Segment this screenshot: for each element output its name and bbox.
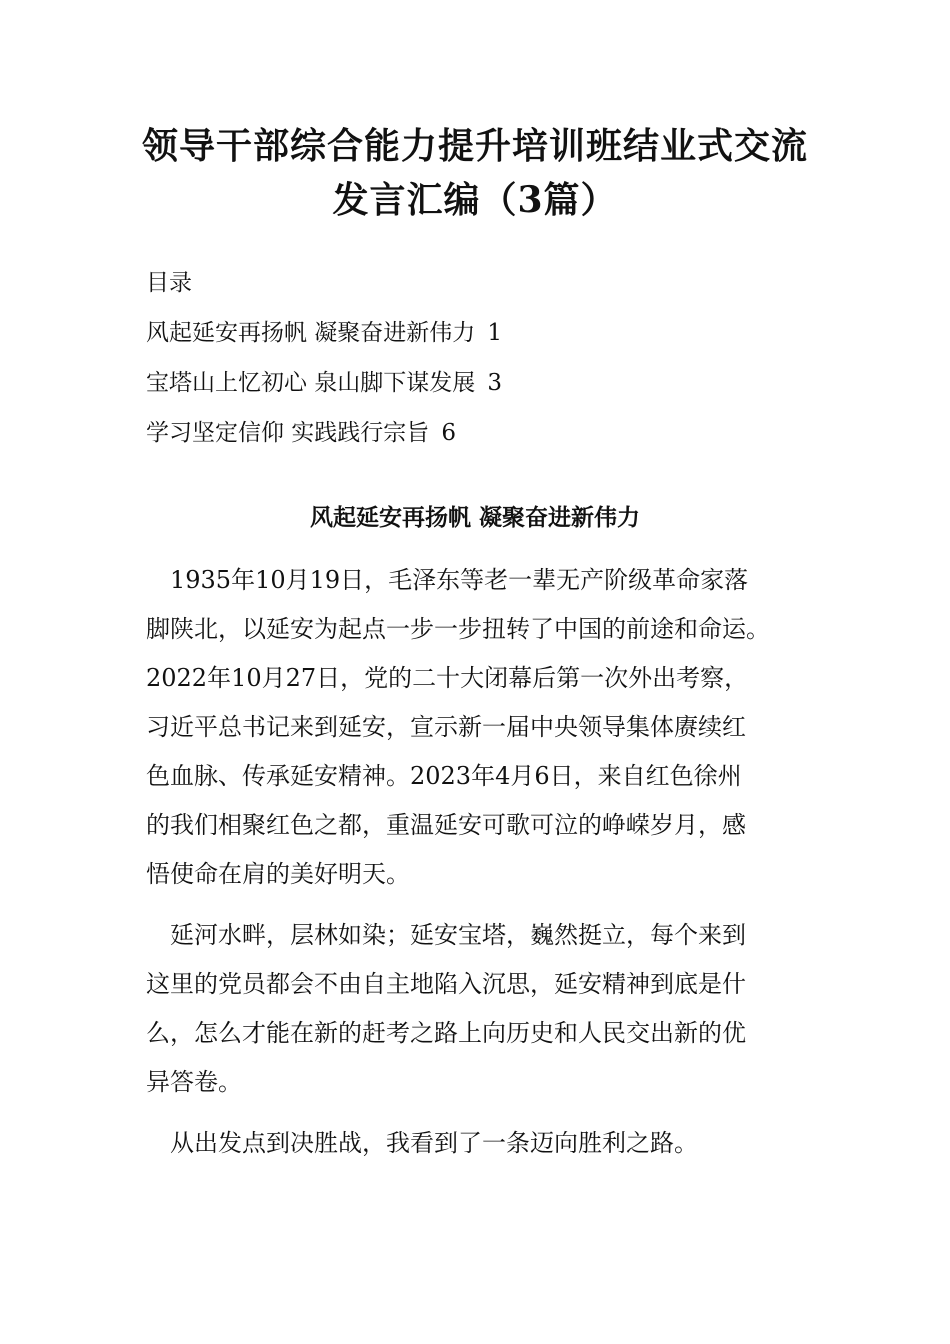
toc-item-label: 学习坚定信仰 实践践行宗旨 (146, 420, 430, 446)
paragraph-line: 悟使命在肩的美好明天。 (146, 860, 410, 888)
paragraph-line: 异答卷。 (146, 1068, 242, 1096)
paragraph (146, 911, 806, 1107)
toc-heading: 目录 (146, 270, 192, 296)
paragraph-line: 脚陕北，以延安为起点一步一步扭转了中国的前途和命运。 (146, 615, 770, 643)
paragraph-line: 1935年10月19日，毛泽东等老一辈无产阶级革命家落 (146, 566, 749, 594)
toc-item[interactable] (146, 358, 826, 408)
table-of-contents (146, 258, 826, 458)
section-body (146, 556, 806, 1168)
paragraph-line: 从出发点到决胜战，我看到了一条迈向胜利之路。 (146, 1129, 698, 1157)
paragraph (146, 1119, 806, 1168)
toc-item[interactable] (146, 308, 826, 358)
toc-item[interactable] (146, 408, 826, 458)
paragraph-spacer (146, 1107, 806, 1119)
toc-item-page: 3 (487, 370, 502, 396)
section-title: 风起延安再扬帆 凝聚奋进新伟力 (309, 504, 640, 531)
document-title-line-1: 领导干部综合能力提升培训班结业式交流 (141, 125, 808, 167)
toc-item-page: 1 (487, 320, 502, 346)
paragraph-line: 延河水畔，层林如染；延安宝塔，巍然挺立，每个来到 (146, 921, 746, 949)
toc-item-label: 宝塔山上忆初心 泉山脚下谋发展 (146, 370, 476, 396)
paragraph-line: 这里的党员都会不由自主地陷入沉思，延安精神到底是什 (146, 970, 746, 998)
toc-item-label: 风起延安再扬帆 凝聚奋进新伟力 (146, 320, 476, 346)
paragraph-line: 习近平总书记来到延安，宣示新一届中央领导集体赓续红 (146, 713, 746, 741)
toc-item-page: 6 (441, 420, 456, 446)
document-title-line-2: 发言汇编（3篇） (332, 179, 618, 221)
paragraph-line: 2022年10月27日，党的二十大闭幕后第一次外出考察， (146, 664, 749, 692)
paragraph-line: 色血脉、传承延安精神。2023年4月6日，来自红色徐州 (146, 762, 742, 790)
paragraph-spacer (146, 899, 806, 911)
paragraph-line: 么，怎么才能在新的赶考之路上向历史和人民交出新的优 (146, 1019, 746, 1047)
paragraph-line: 的我们相聚红色之都，重温延安可歌可泣的峥嵘岁月，感 (146, 811, 746, 839)
paragraph (146, 556, 806, 899)
